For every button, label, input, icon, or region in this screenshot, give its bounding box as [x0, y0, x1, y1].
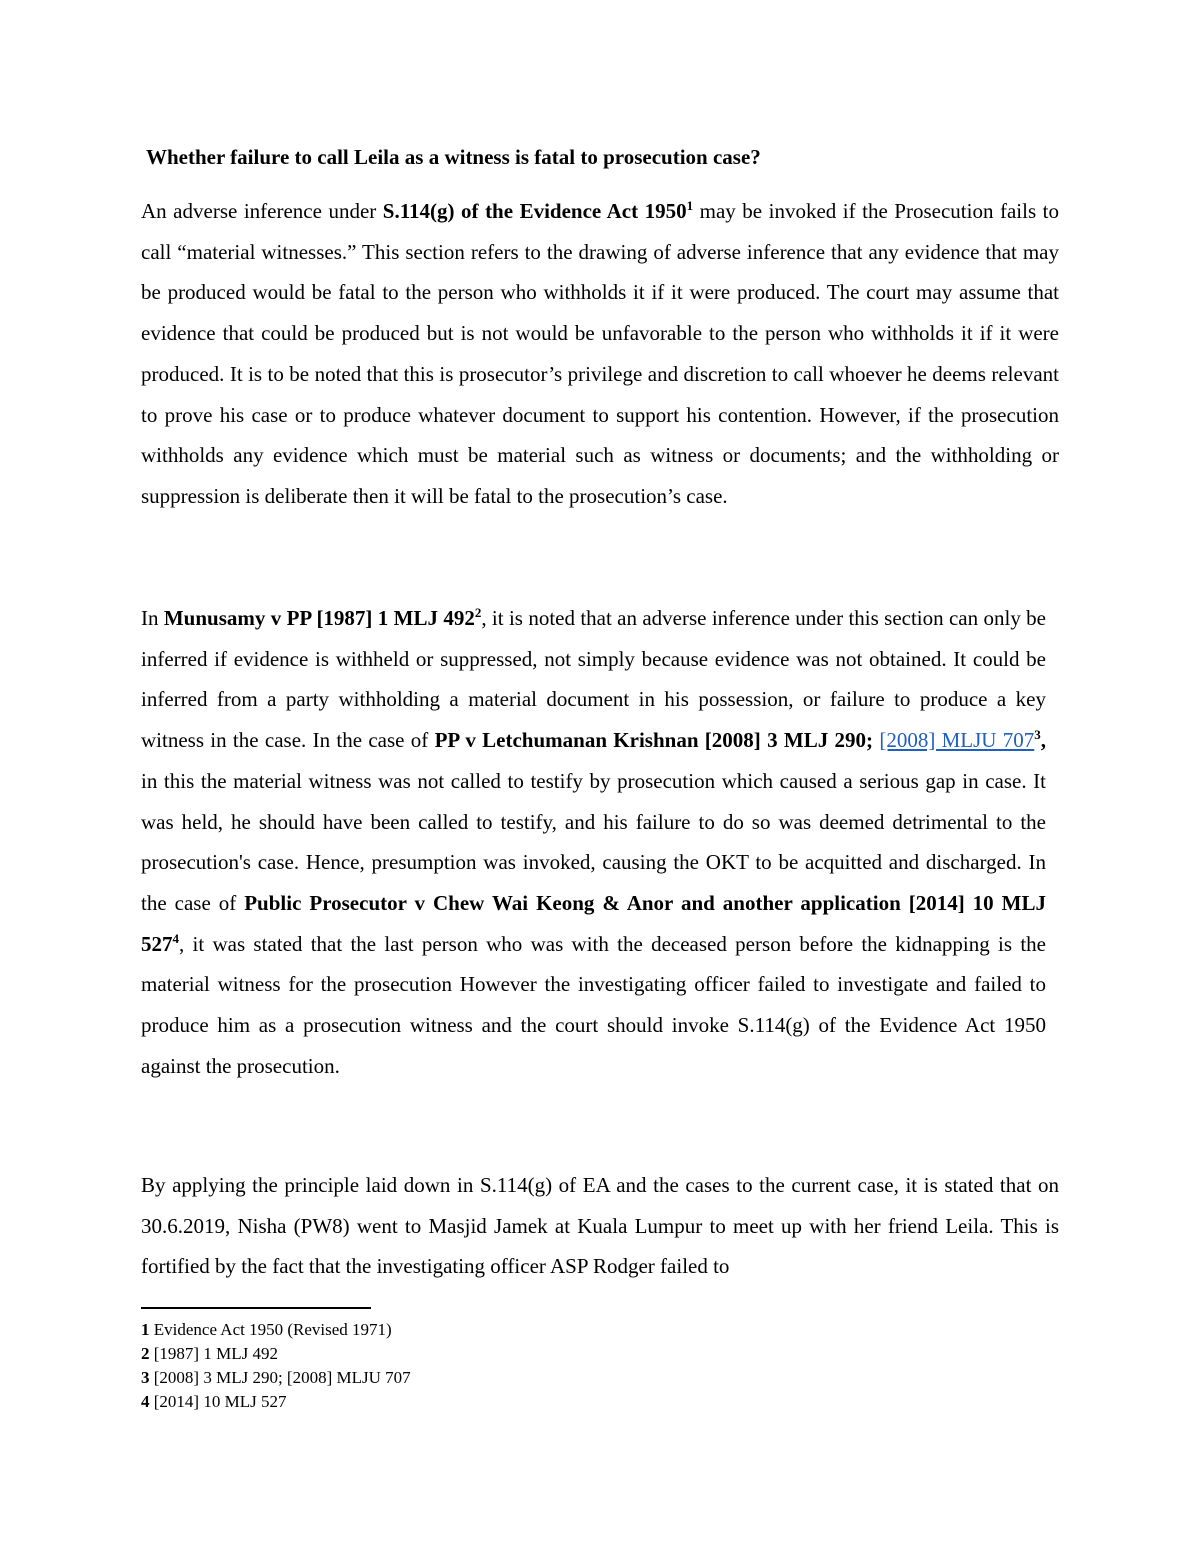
- footnote-ref-3[interactable]: 3: [1034, 727, 1041, 743]
- footnote-text: [2008] 3 MLJ 290; [2008] MLJU 707: [149, 1368, 411, 1387]
- footnote-text: Evidence Act 1950 (Revised 1971): [149, 1320, 392, 1339]
- footnotes: [141, 1318, 741, 1414]
- footnote-1: [141, 1318, 741, 1342]
- paragraph-application: [141, 1165, 1059, 1287]
- footnote-number: 2: [141, 1344, 150, 1363]
- footnote-text: [2014] 10 MLJ 527: [149, 1392, 287, 1411]
- footnote-separator: [141, 1307, 371, 1309]
- p3-text-1: By applying the principle laid down in S.114(g) of EA and the cases to the current case, it is stated that on 30.6.2019, Nisha (PW8) went to Masjid Jamek at Kuala Lumpur to meet up with her friend Leila. This is fortified by the fact that the investigating officer ASP Rodger failed to: [141, 1173, 1059, 1279]
- footnote-ref-4[interactable]: 4: [172, 930, 179, 946]
- p2-text-2: , it is noted that an adverse inference under this section can only be inferred if evidence is withheld or suppressed, not simply because evidence was not obtained. It could be inferred from a party withholding a material document in his possession, or failure to produce a key witness in the case. In the case of: [141, 606, 1046, 753]
- footnote-2: [141, 1342, 741, 1366]
- case-ref-letchumanan: PP v Letchumanan Krishnan [2008] 3 MLJ 290;: [434, 728, 880, 753]
- footnote-text: [1987] 1 MLJ 492: [149, 1344, 278, 1363]
- footnote-ref-1[interactable]: 1: [686, 198, 694, 213]
- p2-comma: ,: [1040, 728, 1047, 753]
- footnote-4: [141, 1390, 741, 1414]
- footnote-ref-2[interactable]: 2: [474, 605, 482, 620]
- section-heading: Whether failure to call Leila as a witness is fatal to prosecution case?: [146, 145, 761, 169]
- case-ref-chew-wai-keong: Public Prosecutor v Chew Wai Keong & Anor and another application [2014] 10 MLJ 527: [141, 890, 1046, 956]
- case-link-mlju[interactable]: [2008] MLJU 707: [879, 728, 1035, 753]
- p2-text-3: in this the material witness was not called to testify by prosecution which caused a serious gap in case. It was held, he should have been called to testify, and his failure to do so was deemed detrimental to the prosecution's case. Hence, presumption was invoked, causing the OKT to be acquitted and discharged. In the case of: [141, 768, 1046, 915]
- footnote-number: 1: [141, 1320, 150, 1339]
- p2-text-4: , it was stated that the last person who was with the deceased person before the kidnapping is the material witness for the prosecution However the investigating officer failed to investigate and failed to produce him as a prosecution witness and the court should invoke S.114(g) of the Evidence Act 1950 against the prosecution.: [141, 931, 1046, 1078]
- case-ref-munusamy: Munusamy v PP [1987] 1 MLJ 492: [163, 606, 475, 630]
- footnote-number: 4: [141, 1392, 150, 1411]
- footnote-number: 3: [141, 1368, 150, 1387]
- paragraph-inference: [141, 191, 1059, 517]
- p2-text-1: In: [141, 606, 164, 630]
- footnote-3: [141, 1366, 741, 1390]
- p1-statute-ref: S.114(g) of the Evidence Act 1950: [382, 199, 687, 223]
- paragraph-case-law: [141, 598, 1046, 1086]
- p1-text-2: may be invoked if the Prosecution fails to call “material witnesses.” This section refers to the drawing of adverse inference that any evidence that may be produced would be fatal to the person who withholds it if it were produced. The court may assume that evidence that could be produced but is not would be unfavorable to the person who withholds it if it were produced. It is to be noted that this is prosecutor’s privilege and discretion to call whoever he deems relevant to prove his case or to produce whatever document to support his contention. However, if the prosecution withholds any evidence which must be material such as witness or documents; and the withholding or suppression is deliberate then it will be fatal to the prosecution’s case.: [141, 199, 1059, 508]
- p1-text-1: An adverse inference under: [141, 199, 383, 223]
